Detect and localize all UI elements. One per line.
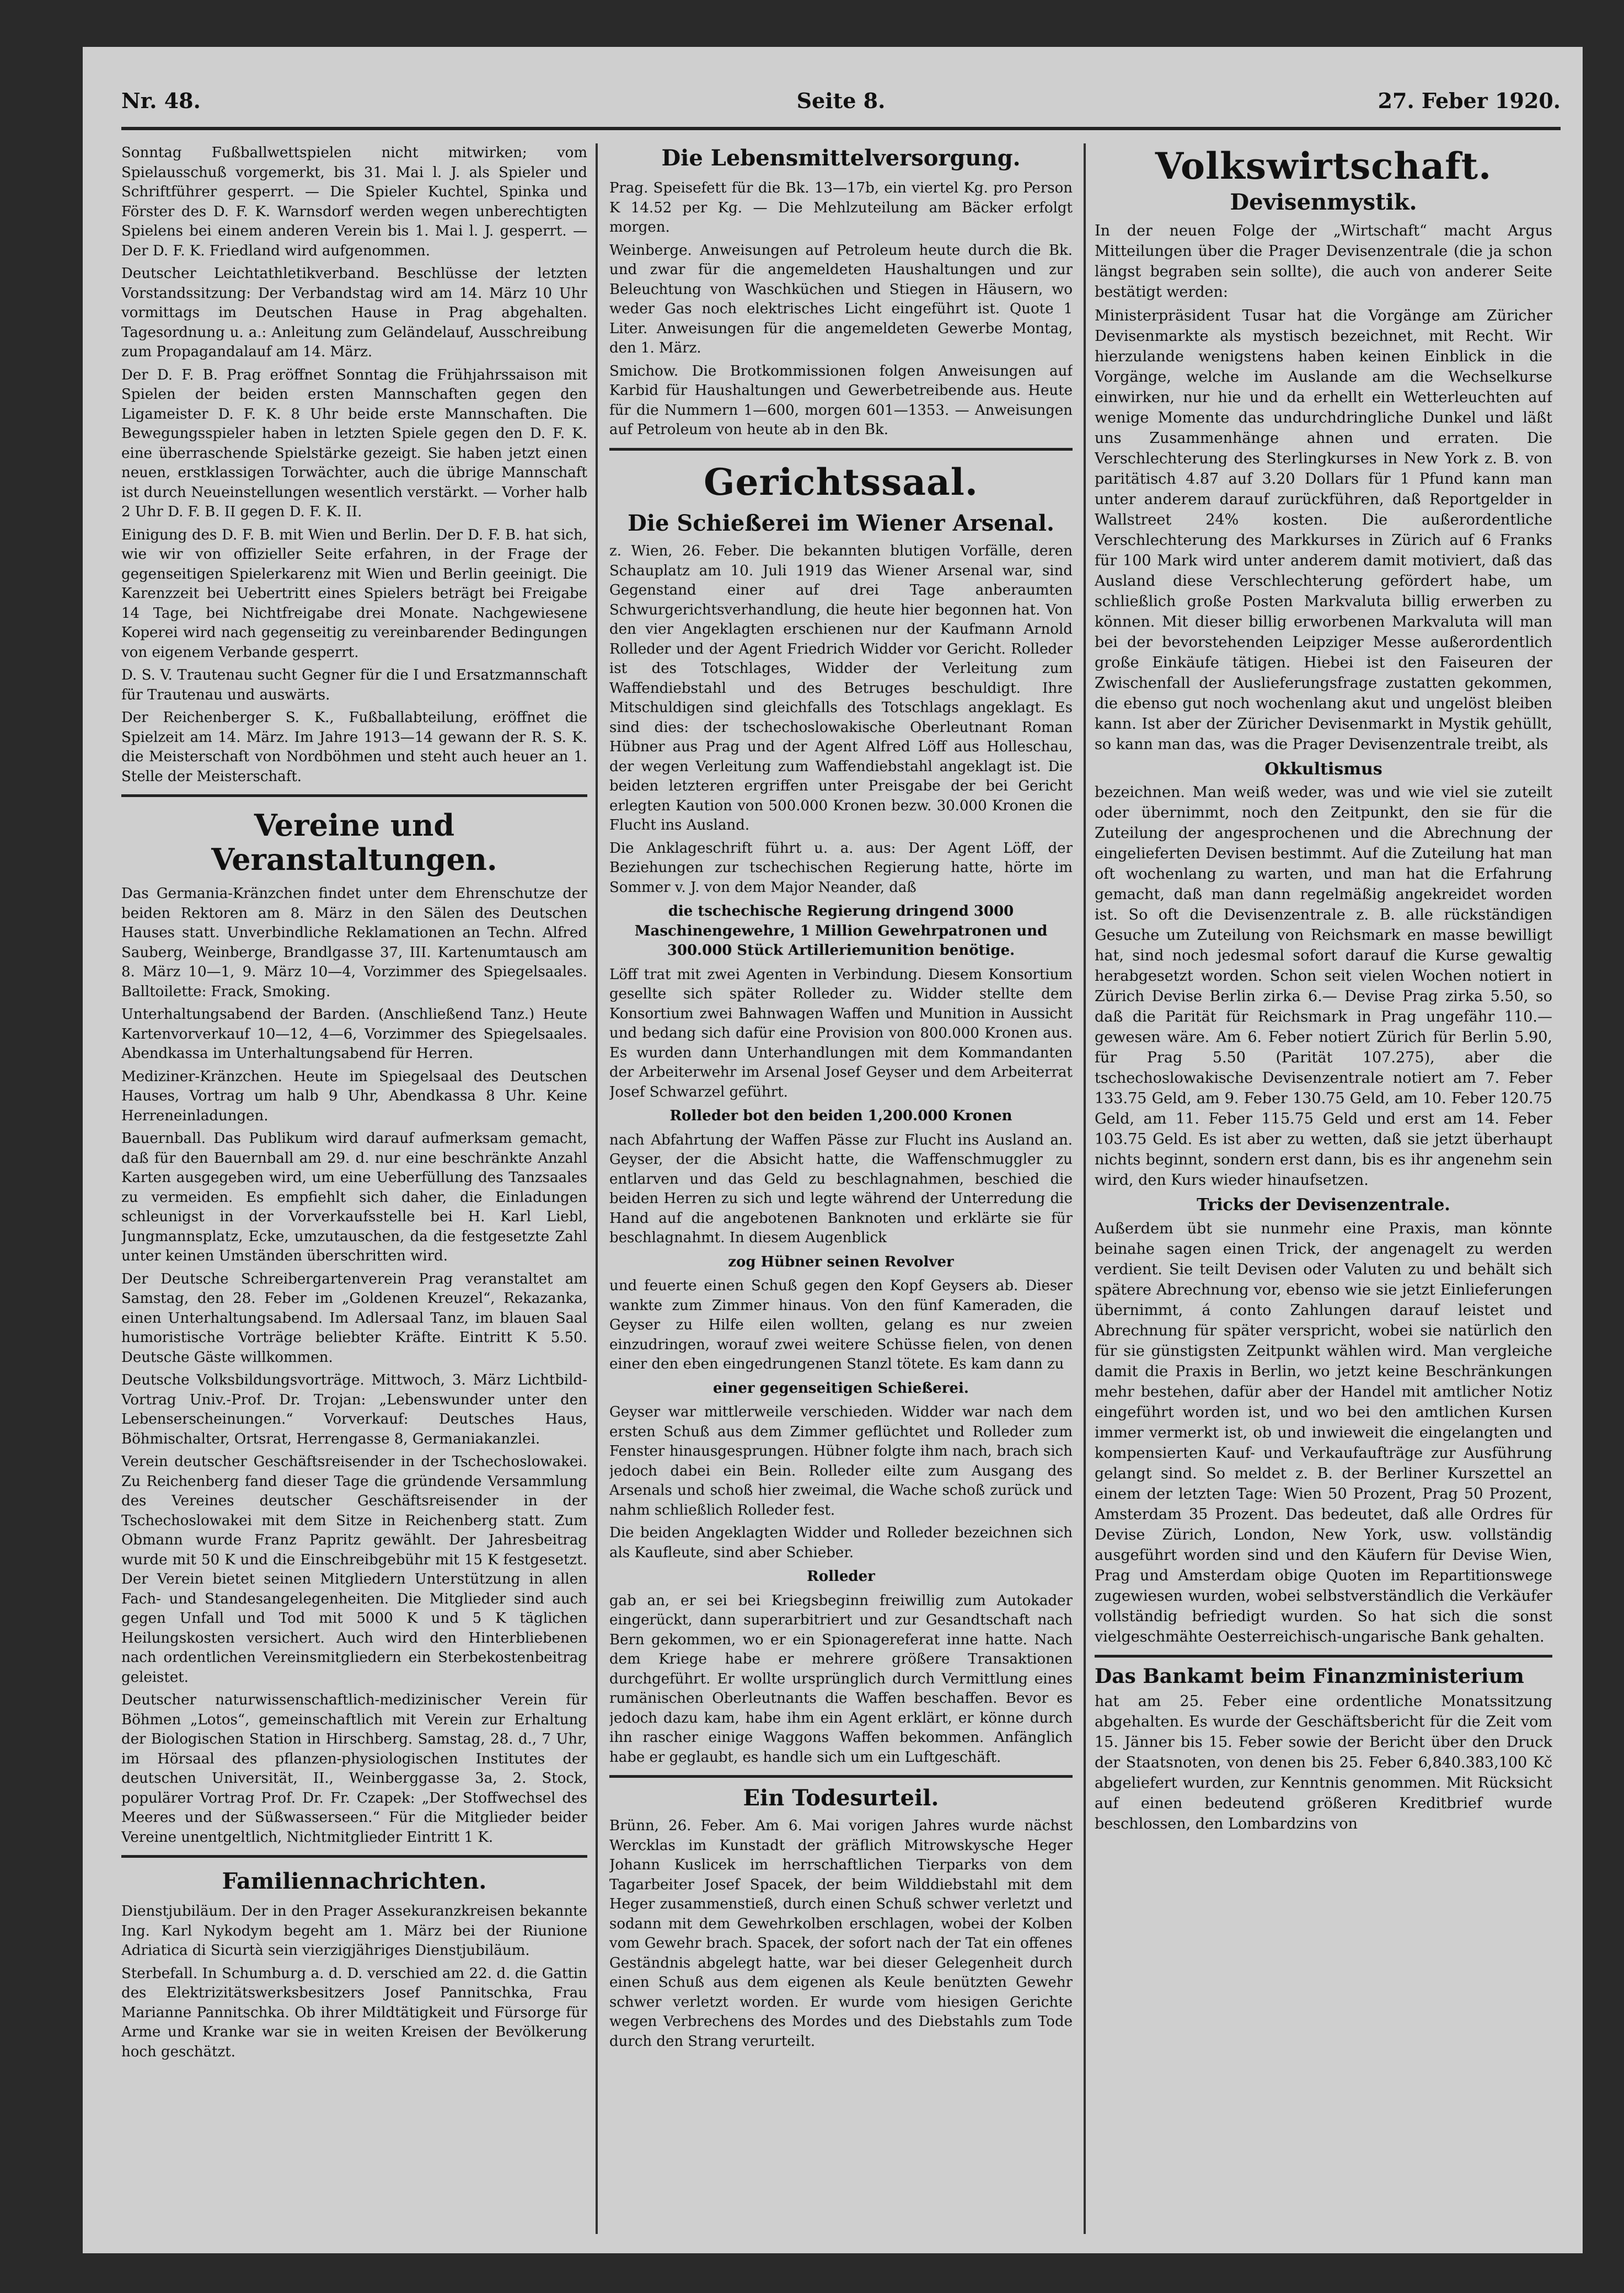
paragraph: Außerdem übt sie nunmehr eine Praxis, man könnte beinahe sagen einen Trick, der angenagelt zu werden verdient. Sie teilt Devisen oder Valuten zu und behält sich spätere Abrechnung vor, ebenso wie sie jetzt Einlieferungen übernimmt, á conto Zahlungen darauf leistet und Abrechnung für später verspricht, wobei sie natürlich den für sie günstigsten Zeitpunkt wählen wird. Man vergleiche damit die Praxis in Berlin, wo jetzt keine Beschränkungen mehr bestehen, dafür aber der Handel mit amtlicher Notiz eingeführt worden ist, und wo bei den amtlichen Kursen immer vermerkt ist, ob und inwieweit die eingelangten und kompensierten Kauf- und Verkaufaufträge zur Ausführung gelangt sind. So meldet z. B. der Berliner Kurszettel an einem der letzten Tage: Wien 50 Prozent, Prag 50 Prozent, Amsterdam 35 Prozent. Das bedeutet, daß alle Ordres für Devise Zürich, London, New York, usw. vollständig ausgeführt worden sind und den Käufern für Devise Wien, Prag und Amsterdam obige Quoten im Repartitionswege zugewiesen wurden, wobei selbstverständlich die Verkäufer vollständig befriedigt wurden. So hat sich die sonst vielgeschmähte Oesterreichisch-ungarische Bank gehalten. <box>1095 1220 1552 1645</box>
paragraph: Der Deutsche Schreibergartenverein Prag veranstaltet am Samstag, den 28. Feber im „Goldenen Kreuzel“, Rekazanka, einen Unterhaltungsabend. Im Adlersaal Tanz, im blauen Saal humoristische Vorträge beliebter Kräfte. Eintritt K 5.50. Deutsche Gäste willkommen. <box>121 1270 587 1366</box>
paragraph: Sonntag Fußballwettspielen nicht mitwirken; vom Spielausschuß vorgemerkt, bis 31. Mai l. J. als Spieler und Schriftführer gesperrt. — Die Spieler Kuchtel, Spinka und Förster des D. F. K. Warnsdorf werden wegen unberechtigten Spielens bei einem anderen Verein bis 1. Mai l. J. gesperrt. — Der D. F. K. Friedland wird aufgenommen. <box>121 145 587 259</box>
paragraph: Weinberge. Anweisungen auf Petroleum heute durch die Bk. und zwar für die angemeldeten Haushaltungen und zur Beleuchtung von Waschküchen und Stiegen in Häusern, wo weder Gas noch elektrisches Licht eingeführt ist. Quote 1 Liter. Anweisungen für die angemeldeten Gewerbe Montag, den 1. März. <box>609 242 1073 356</box>
subhead: Rolleder bot den beiden 1,200.000 Kronen <box>669 1108 1012 1125</box>
paragraph: Unterhaltungsabend der Barden. (Anschließend Tanz.) Heute Kartenvorverkauf 10—12, 4—6, Vorzimmer des Spiegelsaales. Abendkassa im Unterhaltungsabend für Herren. <box>121 1006 587 1062</box>
gerichtssaal-section <box>609 542 1073 1767</box>
section-heading-gerichtssaal: Gerichtssaal. <box>704 460 978 504</box>
page-header <box>121 83 1561 130</box>
subhead: die tschechische Regierung dringend 3000 Maschinengewehre, 1 Million Gewehrpatronen und 300.000 Stück Artilleriemunition benötige. <box>634 903 1048 959</box>
section-heading-familie: Familiennachrichten. <box>222 1868 487 1895</box>
article-heading-bankamt: Das Bankamt beim Finanzministerium <box>1095 1664 1524 1688</box>
section-divider <box>609 1775 1073 1778</box>
paragraph: bezeichnen. Man weiß weder, was und wie viel sie zuteilt oder übernimmt, noch den Zeitpunkt, den sie für die Zuteilung der angesprochenen und die Abrechnung der eingelieferten Devisen bestimmt. Auf die Zuteilung hat man oft wochenlang zu warten, und man hat die Erfahrung gemacht, daß man dann regelmäßig angekreidet worden ist. So oft die Devisenzentrale z. B. alle rückständigen Gesuche um Zuteilung von Reichsmark en masse bewilligt hat, sind noch jedesmal sofort darauf die Kurse gewaltig herabgesetzt worden. Schon seit vielen Wochen notiert in Zürich Devise Berlin zirka 6.— Devise Prag zirka 5.50, so daß die Parität für Reichsmark in Prag ungefähr 110.— gewesen wäre. Am 6. Feber notiert Zürich für Berlin 5.90, für Prag 5.50 (Parität 107.275), aber die tschechoslowakische Devisenzentrale notiert am 7. Feber 133.75 Geld, am 9. Feber 130.75 Geld, am 10. Feber 120.75 Geld, am 11. Feber 115.75 Geld und erst am 14. Feber 103.75 Geld. Es ist aber zu wetten, daß sie jetzt überhaupt nichts beginnt, sondern erst dann, bis es ihr angenehm sein wird, den Kurs wieder hinaufsetzen. <box>1095 784 1552 1189</box>
vereine-section <box>121 884 587 1847</box>
okkultismus-section <box>1095 782 1552 1190</box>
section-divider <box>609 448 1073 451</box>
paragraph: Sterbefall. In Schumburg a. d. D. verschied am 22. d. die Gattin des Elektrizitätswerksbesitzers Josef Pannitschka, Frau Marianne Pannitschka. Ob ihrer Mildtätigkeit und Fürsorge für Arme und Kranke war sie in weiten Kreisen der Bevölkerung hoch geschätzt. <box>121 1965 587 2060</box>
article-heading-todesurteil: Ein Todesurteil. <box>743 1785 939 1811</box>
paragraph: nach Abfahrtung der Waffen Pässe zur Flucht ins Ausland an. Geyser, der die Absicht hatte, die Waffenschmuggler zu entlarven und das Geld zu beschlagnahmen, beschied die beiden Herren zu sich und legte während der Unterredung die Hand auf die angebotenen Banknoten und erklärte sie für beschlagnahmt. In diesem Augenblick <box>609 1131 1073 1247</box>
paragraph: Der Reichenberger S. K., Fußballabteilung, eröffnet die Spielzeit am 14. März. Im Jahre 1913—14 gewann der R. S. K. die Meisterschaft von Nordböhmen und steht auch heuer an 1. Stelle der Meisterschaft. <box>121 709 587 785</box>
paragraph: D. S. V. Trautenau sucht Gegner für die I und Ersatzmannschaft für Trautenau und auswärts. <box>121 667 587 703</box>
paragraph: Verein deutscher Geschäftsreisender in der Tschechoslowakei. Zu Reichenberg fand dieser Tage die gründende Versammlung des Vereines deutscher Geschäftsreisender in der Tschechoslowakei mit dem Sitze in Reichenberg statt. Zum Obmann wurde Franz Papritz gewählt. Der Jahresbeitrag wurde mit 50 K und die Einschreibgebühr mit 15 K festgesetzt. Der Verein bietet seinen Mitgliedern Unterstützung in allen Fach- und Standesangelegenheiten. Die Mitglieder sind auch gegen Unfall und Tod mit 5000 K und 5 K täglichen Heilungskosten versichert. Auch wird den Hinterbliebenen nach ordentlichen Vereinsmitgliedern ein Sterbekostenbeitrag geleistet. <box>121 1453 587 1686</box>
section-heading-vereine: Vereine und Veranstaltungen. <box>211 808 497 878</box>
paragraph: und feuerte einen Schuß gegen den Kopf Geysers ab. Dieser wankte zum Zimmer hinaus. Von den fünf Kameraden, die Geyser zu Hilfe eilen wollten, gelang es nur zweien einzudringen, worauf zwei weitere Schüsse fielen, von denen einer den eben eingedrungenen Stanzl tötete. Es kam dann zu <box>609 1278 1073 1373</box>
paragraph: Die Anklageschrift führt u. a. aus: Der Agent Löff, der Beziehungen zur tschechischen Regierung hatte, hörte im Sommer v. J. von dem Major Neander, daß <box>609 840 1073 896</box>
article-heading-devisenmystik: Devisenmystik. <box>1230 189 1417 215</box>
paragraph: Dienstjubiläum. Der in den Prager Assekuranzkreisen bekannte Ing. Karl Nykodym begeht am 1. März bei der Riunione Adriatica di Sicurtà sein vierzigjähriges Dienstjubiläum. <box>121 1903 587 1959</box>
column-rule <box>596 143 598 2234</box>
sport-section <box>121 143 587 787</box>
column-right <box>1095 143 1552 2228</box>
paragraph: Smichow. Die Brotkommissionen folgen Anweisungen auf Karbid für Haushaltungen und Gewerbetreibende aus. Heute für die Nummern 1—600, morgen 601—1353. — Anweisungen auf Petroleum von heute ab in den Bk. <box>609 362 1073 438</box>
tricks-section <box>1095 1218 1552 1647</box>
paragraph: hat am 25. Feber eine ordentliche Monatssitzung abgehalten. Es wurde der Geschäftsbericht für die Zeit vom 15. Jänner bis 15. Feber sowie der Bericht über den Druck der Staatsnoten, von denen bis 25. Feber 6,840.383,100 Kč abgeliefert wurden, zur Kenntnis genommen. Mit Rücksicht auf einen bedeutend größeren Kreditbrief wurde beschlossen, den Lombardzins von <box>1095 1693 1552 1833</box>
paragraph: Löff trat mit zwei Agenten in Verbindung. Diesem Konsortium gesellte sich später Rolleder zu. Widder stellte dem Konsortium zwei Bahnwagen Waffen und Munition in Aussicht und bedang sich dafür eine Provision von 800.000 Kronen aus. Es wurden dann Unterhandlungen mit dem Kommandanten der Arbeiterwehr im Arsenal Josef Geyser und dem Arbeiterrat Josef Schwarzel geführt. <box>609 966 1073 1100</box>
newspaper-page <box>83 47 1583 2253</box>
paragraph: Ministerpräsident Tusar hat die Vorgänge am Züricher Devisenmarkte als mystisch bezeichnet, mit Recht. Wir hierzulande wenigstens haben keinen Einblick in die Vorgänge, welche im Auslande am die Wechselkurse einwirken, nur hie und da erhellt ein Wetterleuchten auf wenige Momente das undurchdringliche Dunkel und läßt uns Zusammenhänge ahnen und erraten. Die Verschlechterung des Sterlingkurses in New York z. B. von paritätisch 4.87 auf 3.20 Dollars für 1 Pfund kann man unter anderem darauf zurückführen, daß Reportgelder in Wallstreet 24% kosten. Die außerordentliche Verschlechterung des Markkurses in Zürich auf 6 Franks für 100 Mark wird unter anderem damit motiviert, daß das Ausland diese Verschlechterung gefördert habe, um schließlich große Posten Markvaluta billig erwerben zu können. Mit dieser billig erworbenen Markvaluta will man bei der bevorstehenden Leipziger Messe außerordentlich große Einkäufe tätigen. Hiebei ist den Faiseuren der Zwischenfall der Auslieferungsfrage zustatten gekommen, die ebenso gut noch wochenlang akut und ungelöst bleiben kann. Ist aber der Züricher Devisenmarkt in Mystik gehüllt, so kann man das, was die Prager Devisenzentrale treibt, als <box>1095 307 1552 753</box>
issue-number: Nr. 48. <box>121 88 201 113</box>
issue-date: 27. Feber 1920. <box>1378 88 1561 113</box>
paragraph: Die beiden Angeklagten Widder und Rolleder bezeichnen sich als Kaufleute, sind aber Schieber. <box>609 1525 1073 1561</box>
subhead: einer gegenseitigen Schießerei. <box>713 1380 969 1397</box>
paragraph: Brünn, 26. Feber. Am 6. Mai vorigen Jahres wurde nächst Wercklas im Kunstadt der gräflich Mitrowskysche Heger Johann Kuslicek im herrschaftlichen Tierparks von dem Tagarbeiter Josef Spacek, der beim Wilddiebstahl mit dem Heger zusammenstieß, durch einen Schuß schwer verletzt und sodann mit dem Gewehrkolben erschlagen, wobei der Kolben vom Gewehr brach. Spacek, der sofort nach der Tat ein offenes Geständnis abgelegt hatte, war bei dieser Gelegenheit durch einen Schuß aus dem eigenen als Keule benützten Gewehr schwer verletzt worden. Er wurde vom hiesigen Gerichte wegen Verbrechens des Mordes und des Diebstahls zum Tode durch den Strang verurteilt. <box>609 1818 1073 2050</box>
bankamt-section <box>1095 1691 1552 1834</box>
column-middle <box>609 143 1073 2228</box>
lebensmittel-section <box>609 179 1073 440</box>
subheading-tricks: Tricks der Devisenzentrale. <box>1197 1195 1450 1215</box>
section-heading-lebensmittel: Die Lebensmittelversorgung. <box>661 145 1021 171</box>
paragraph: Der D. F. B. Prag eröffnet Sonntag die Frühjahrssaison mit Spielen der beiden ersten Mannschaften gegen den Ligameister D. F. K. 8 Uhr beide erste Mannschaften. Die Bewegungsspieler haben in letzten Spiele gegen den D. F. K. eine überraschende Spielstärke gezeigt. Sie haben jetzt einen neuen, erstklassigen Torwächter, auch die übrige Mannschaft ist durch Neueinstellungen wesentlich verstärkt. — Vorher halb 2 Uhr D. F. B. II gegen D. F. K. II. <box>121 366 587 520</box>
section-divider <box>1095 1655 1552 1658</box>
section-divider <box>121 1855 587 1858</box>
paragraph: Einigung des D. F. B. mit Wien und Berlin. Der D. F. B. hat sich, wie wir von offizieller Seite erfahren, in der Frage der gegenseitigen Spielerkarenz mit Wien und Berlin geeinigt. Die Karenzzeit bei Uebertritt eines Spielers beträgt bei Freigabe 14 Tage, bei Nichtfreigabe drei Monate. Nachgewiesene Koperei wird nach gegenseitig zu vereinbarender Bedingungen von eigenem Verbande gesperrt. <box>121 526 587 661</box>
subhead: Rolleder <box>807 1568 875 1585</box>
paragraph: Deutscher naturwissenschaftlich-medizinischer Verein für Böhmen „Lotos“, gemeinschaftlich mit Verein zur Erhaltung der Biologischen Station in Hirschberg. Samstag, 28. d., 7 Uhr, im Hörsaal des pflanzen-physiologischen Institutes der deutschen Universität, II., Weinberggasse 3a, 2. Stock, populärer Vortrag Prof. Dr. Fr. Czapek: „Der Stoffwechsel des Meeres und der Süßwasserseen.“ Für die Mitglieder beider Vereine unentgeltlich, Nichtmitglieder Eintritt 1 K. <box>121 1692 587 1846</box>
paragraph: gab an, er sei bei Kriegsbeginn freiwillig zum Autokader eingerückt, dann superarbitriert und zur Gesandtschaft nach Bern gekommen, wo er ein Spionagereferat inne hatte. Nach dem Kriege habe er mehrere größere Transaktionen durchgeführt. Er wollte ursprünglich durch Vermittlung eines rumänischen Oberleutnants die Waffen beschaffen. Bevor es jedoch dazu kam, habe ihm ein Agent erklärt, er könne durch ihn rascher einige Waggons Waffen bekommen. Anfänglich habe er geglaubt, es handle sich um ein Luftgeschäft. <box>609 1592 1073 1766</box>
column-left <box>121 143 587 2228</box>
todesurteil-section <box>609 1816 1073 2051</box>
familie-section <box>121 1902 587 2062</box>
subhead: zog Hübner seinen Revolver <box>728 1253 954 1270</box>
article-heading-arsenal: Die Schießerei im Wiener Arsenal. <box>628 510 1054 537</box>
paragraph: Mediziner-Kränzchen. Heute im Spiegelsaal des Deutschen Hauses, Vortrag um halb 9 Uhr, Abendkassa 8 Uhr. Keine Herreneinladungen. <box>121 1068 587 1124</box>
paragraph: Deutscher Leichtathletikverband. Beschlüsse der letzten Vorstandssitzung: Der Verbandstag wird am 14. März 10 Uhr vormittags im Deutschen Hause in Prag abgehalten. Tagesordnung u. a.: Anleitung zum Geländelauf, Ausschreibung zum Propagandalauf am 14. März. <box>121 265 587 360</box>
paragraph: Geyser war mittlerweile verschieden. Widder war nach dem ersten Schuß aus dem Zimmer geflüchtet und Rolleder zum Fenster hinausgesprungen. Hübner folgte ihm nach, brach sich jedoch dabei ein Bein. Rolleder eilte zum Ausgang des Arsenals und schoß hier zweimal, die Wache schoß zurück und nahm schließlich Rolleder fest. <box>609 1404 1073 1519</box>
paragraph: z. Wien, 26. Feber. Die bekannten blutigen Vorfälle, deren Schauplatz am 10. Juli 1919 das Wiener Arsenal war, sind Gegenstand einer auf drei Tage anberaumten Schwurgerichtsverhandlung, die heute hier begonnen hat. Von den vier Angeklagten erschienen nur der Kaufmann Arnold Rolleder und der Agent Friedrich Widder vor Gericht. Rolleder ist des Totschlages, Widder der Verleitung zum Waffendiebstahl und des Betruges beschuldigt. Ihre Mitschuldigen sind gleichfalls des Totschlags angeklagt. Es sind dies: der tschechoslowakische Oberleutnant Roman Hübner aus Prag und der Agent Alfred Löff aus Holleschau, der wegen Verleitung zum Waffendiebstahl angeklagt ist. Die beiden letzteren ergriffen unter Preisgabe der bei Gericht erlegten Kaution von 500.000 Kronen bezw. 30.000 Kronen die Flucht ins Ausland. <box>609 543 1073 834</box>
section-divider <box>121 794 587 797</box>
paragraph: Prag. Speisefett für die Bk. 13—17b, ein viertel Kg. pro Person K 14.52 per Kg. — Die Mehlzuteilung am Bäcker erfolgt morgen. <box>609 180 1073 236</box>
paragraph: Deutsche Volksbildungsvorträge. Mittwoch, 3. März Lichtbild-Vortrag Univ.-Prof. Dr. Trojan: „Lebenswunder unter den Lebenserscheinungen.“ Vorverkauf: Deutsches Haus, Böhmischalter, Ortsrat, Herrengasse 8, Germaniakanzlei. <box>121 1372 587 1447</box>
section-heading-volkswirtschaft: Volkswirtschaft. <box>1155 145 1492 188</box>
devisen-section <box>1095 221 1552 755</box>
column-rule <box>1084 143 1086 2234</box>
subheading-okkultismus: Okkultismus <box>1264 759 1382 779</box>
paragraph: Bauernball. Das Publikum wird darauf aufmerksam gemacht, daß für den Bauernball am 29. d. nur eine beschränkte Anzahl Karten ausgegeben wird, um eine Ueberfüllung des Tanzsaales zu vermeiden. Es empfiehlt sich daher, die Einladungen schleunigst in der Vorverkaufsstelle bei H. Karl Liebl, Jungmannsplatz, Ecke, umzutauschen, da die festgesetzte Zahl unter keinen Umständen überschritten wird. <box>121 1130 587 1265</box>
paragraph: In der neuen Folge der „Wirtschaft“ macht Argus Mitteilungen über die Prager Devisenzentrale (die ja schon längst begraben sein sollte), die auch von anderer Seite bestätigt werden: <box>1095 222 1552 301</box>
page-number: Seite 8. <box>796 88 886 113</box>
paragraph: Das Germania-Kränzchen findet unter dem Ehrenschutze der beiden Rektoren am 8. März in den Sälen des Deutschen Hauses statt. Unverbindliche Reklamationen an Techn. Alfred Sauberg, Weinberge, Brandlgasse 37, III. Kartenumtausch am 8. März 10—1, 9. März 10—4, Vorzimmer des Spiegelsaales. Balltoilette: Frack, Smoking. <box>121 885 587 1000</box>
